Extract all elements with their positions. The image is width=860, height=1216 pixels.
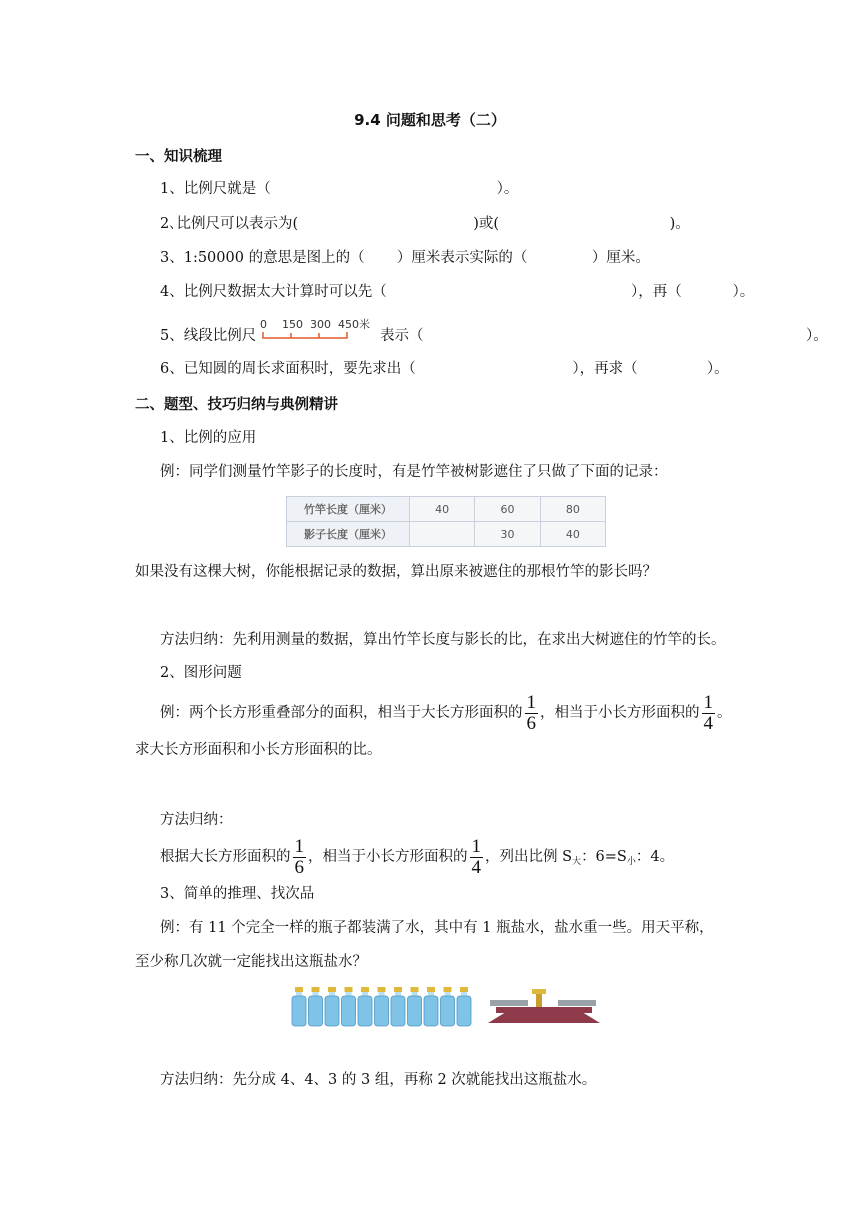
knowledge-item-4: 4、比例尺数据太大计算时可以先（ ），再（ ）。 xyxy=(160,284,755,300)
bottle-icon xyxy=(342,987,356,1026)
topic-2-example-a: 例：两个长方形重叠部分的面积，相当于大长方形面积的 xyxy=(160,705,523,721)
line-scale-figure xyxy=(258,316,373,342)
topic-2-example-c: 。 xyxy=(717,705,732,721)
fraction-one-sixth: $\frac{1}{6}$ xyxy=(294,835,304,878)
table-cell xyxy=(410,522,475,547)
bottle-icon xyxy=(375,987,389,1026)
table-cell: 40 xyxy=(540,522,605,547)
scale-top xyxy=(532,989,546,994)
scale-ruler xyxy=(263,332,347,338)
table-cell: 60 xyxy=(475,497,540,522)
table-row-header: 竹竿长度（厘米） xyxy=(287,497,410,522)
topic-1-question: 如果没有这棵大树，你能根据记录的数据，算出原来被遮住的那根竹竿的影长吗？ xyxy=(135,564,657,580)
bottle-icon xyxy=(441,987,455,1026)
knowledge-item-3: 3、1:50000 的意思是图上的（ ）厘米表示实际的（ ）厘米。 xyxy=(160,250,650,266)
topic-1-title: 1、比例的应用 xyxy=(160,430,257,446)
topic-1-example: 例：同学们测量竹竿影子的长度时，有是竹竿被树影遮住了只做了下面的记录： xyxy=(160,464,668,480)
bottle-icon xyxy=(309,987,323,1026)
topic-2-example-line2: 求大长方形面积和小长方形面积的比。 xyxy=(135,742,382,758)
knowledge-item-6: 6、已知圆的周长求面积时，要先求出（ ），再求（ ）。 xyxy=(160,361,729,377)
table-cell: 30 xyxy=(475,522,540,547)
bottle-icon xyxy=(292,987,306,1026)
knowledge-item-1: 1、比例尺就是（ ）。 xyxy=(160,181,519,197)
table-cell: 40 xyxy=(410,497,475,522)
scale-left-pan xyxy=(490,1000,528,1006)
scale-base xyxy=(488,1012,600,1023)
section-heading-1: 一、知识梳理 xyxy=(135,149,222,165)
scale-label-450: 450米 xyxy=(338,318,370,331)
bottle-icon xyxy=(358,987,372,1026)
topic-2-example xyxy=(160,692,732,734)
table-row xyxy=(287,522,606,547)
bottle-icon xyxy=(408,987,422,1026)
bottle-icon xyxy=(457,987,471,1026)
section-heading-2: 二、题型、技巧归纳与典例精讲 xyxy=(135,397,338,413)
fraction-one-fourth: $\frac{1}{4}$ xyxy=(703,691,713,734)
topic-3-example-line2: 至少称几次就一定能找出这瓶盐水？ xyxy=(135,954,367,970)
page-title: 9.4 问题和思考（二） xyxy=(354,111,506,129)
scale-label-150: 150 xyxy=(282,318,303,331)
balance-scale-icon xyxy=(486,986,601,1028)
record-table xyxy=(286,496,606,547)
fraction-one-sixth: $\frac{1}{6}$ xyxy=(526,691,536,734)
fraction-one-fourth: $\frac{1}{4}$ xyxy=(471,835,481,878)
knowledge-item-5: 5、线段比例尺 xyxy=(160,328,257,344)
knowledge-item-5-rest: 表示（ ）。 xyxy=(380,328,828,344)
topic-2-title: 2、图形问题 xyxy=(160,665,242,681)
table-row xyxy=(287,497,606,522)
knowledge-item-2: 2､比例尺可以表示为( )或( )。 xyxy=(160,216,690,232)
topic-3-method: 方法归纳：先分成 4、4、3 的 3 组，再称 2 次就能找出这瓶盐水。 xyxy=(160,1072,597,1088)
bottle-icon xyxy=(325,987,339,1026)
topic-3-title: 3、简单的推理、找次品 xyxy=(160,886,315,902)
bottles-figure xyxy=(290,986,480,1028)
scale-label-300: 300 xyxy=(310,318,331,331)
table-row-header: 影子长度（厘米） xyxy=(287,522,410,547)
topic-2-method-label: 方法归纳： xyxy=(160,812,233,828)
bottle-icon xyxy=(391,987,405,1026)
table-cell: 80 xyxy=(540,497,605,522)
scale-label-0: 0 xyxy=(260,318,267,331)
topic-1-method: 方法归纳：先利用测量的数据，算出竹竿长度与影长的比，在求出大树遮住的竹竿的长。 xyxy=(160,632,726,648)
topic-3-example-line1: 例：有 11 个完全一样的瓶子都装满了水，其中有 1 瓶盐水，盐水重一些。用天平称， xyxy=(160,920,714,936)
bottle-icon xyxy=(424,987,438,1026)
scale-right-pan xyxy=(558,1000,596,1006)
topic-2-example-b: ，相当于小长方形面积的 xyxy=(540,705,700,721)
topic-2-method: 根据大长方形面积的 $\frac{1}{6}$ ，相当于小长方形面积的 $\frac{1}{4}$ ，列出比例 $S_大$：$6=S_小$：4。 xyxy=(160,835,675,878)
